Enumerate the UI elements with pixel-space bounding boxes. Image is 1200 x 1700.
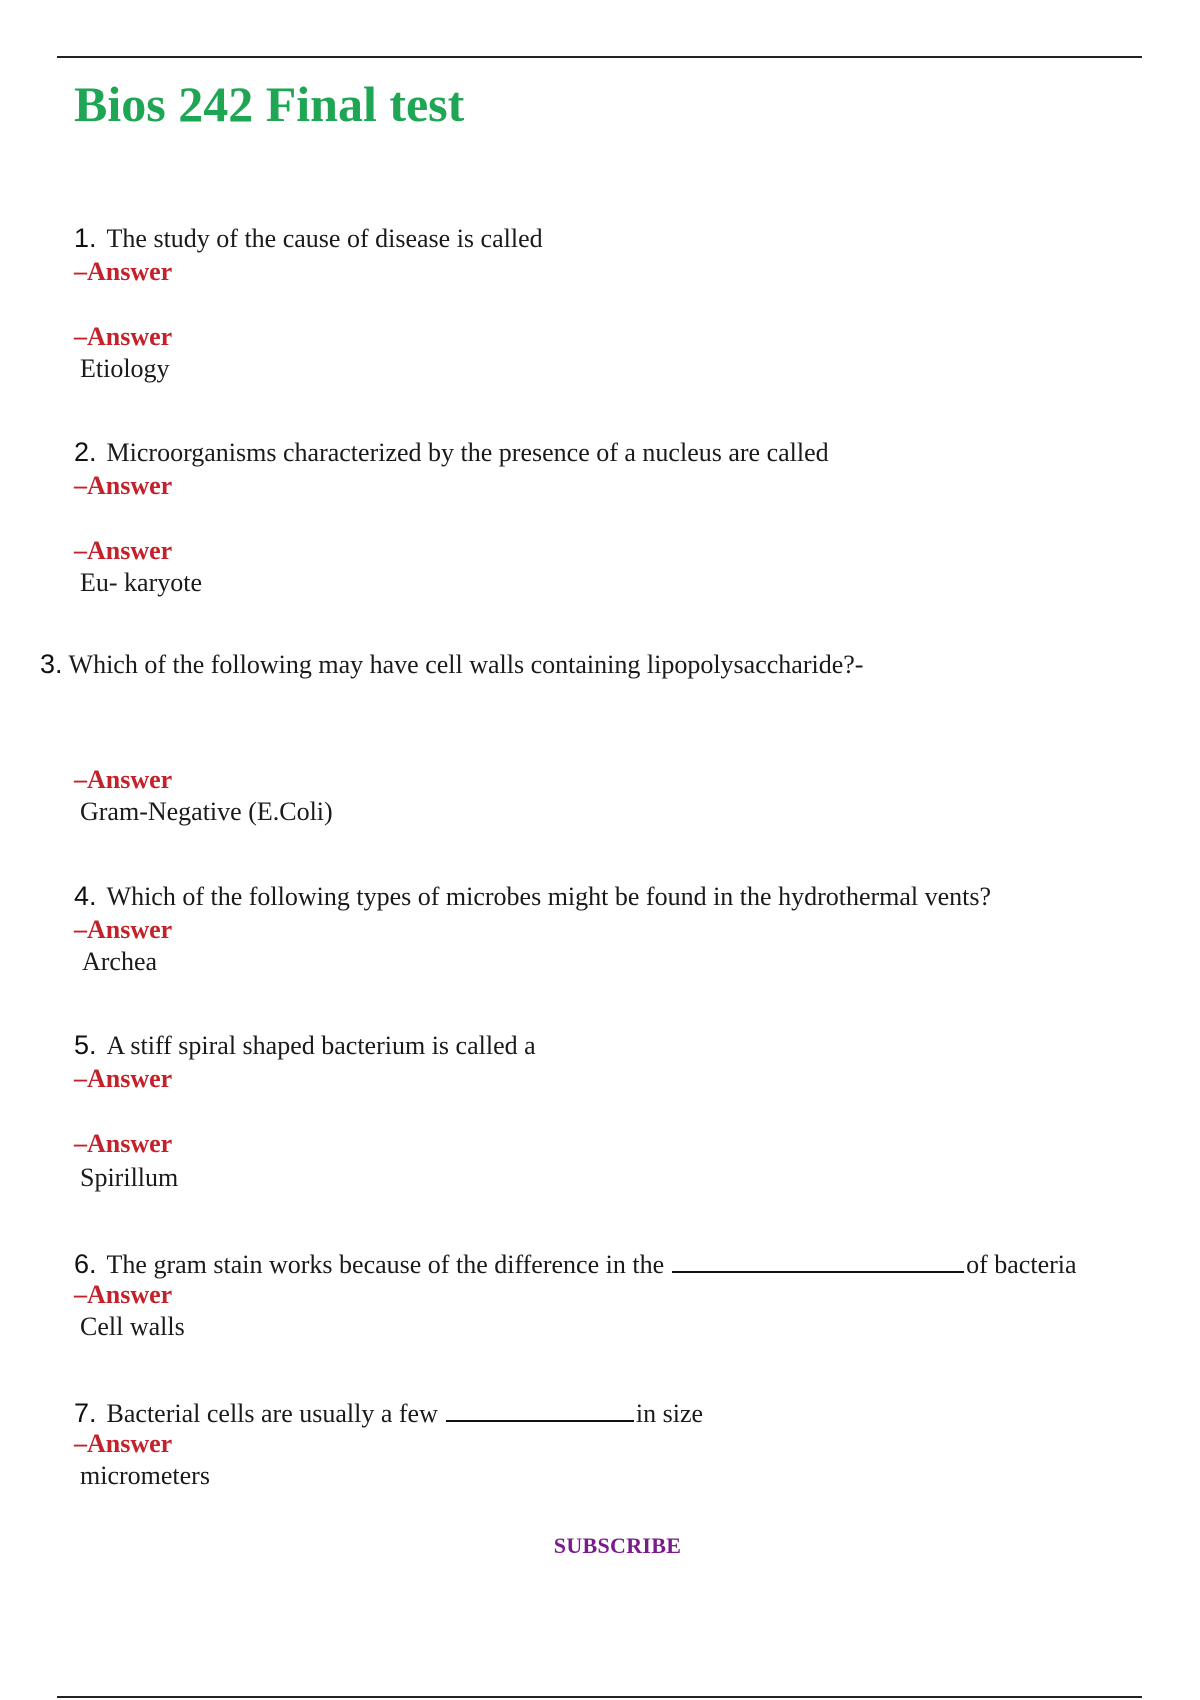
bottom-rule <box>57 1696 1142 1698</box>
question-text-before: The gram stain works because of the difference in the <box>106 1250 665 1279</box>
answer-text: Gram-Negative (E.Coli) <box>80 797 333 826</box>
answer-text: Spirillum <box>80 1163 179 1192</box>
question-1 <box>74 222 543 255</box>
answer-text: Archea <box>82 947 158 976</box>
question-text: The study of the cause of disease is called <box>106 224 543 253</box>
answer-text: micrometers <box>80 1461 210 1490</box>
question-text-before: Bacterial cells are usually a few <box>106 1399 438 1428</box>
fill-in-blank <box>446 1394 634 1422</box>
question-2 <box>74 436 829 469</box>
question-text-after: in size <box>635 1399 704 1428</box>
question-number: 4. <box>74 881 97 911</box>
page-title: Bios 242 Final test <box>74 76 465 132</box>
question-5 <box>74 1029 536 1062</box>
question-text: Microorganisms characterized by the presence of a nucleus are called <box>106 438 829 467</box>
top-rule <box>57 56 1142 58</box>
question-number: 2. <box>74 437 97 467</box>
question-text: Which of the following types of microbes might be found in the hydrothermal vents? <box>106 882 992 911</box>
question-number: 7. <box>74 1398 97 1428</box>
answer-label: –Answer <box>74 1064 173 1093</box>
question-number: 3. <box>40 649 63 679</box>
question-number: 1. <box>74 223 97 253</box>
answer-label: –Answer <box>74 536 173 565</box>
answer-text: Eu- karyote <box>80 568 203 597</box>
question-text: A stiff spiral shaped bacterium is called a <box>106 1031 536 1060</box>
answer-label: –Answer <box>74 471 173 500</box>
question-text-after: of bacteria <box>966 1250 1077 1279</box>
fill-in-blank <box>672 1245 964 1273</box>
subscribe-link[interactable]: SUBSCRIBE <box>553 1533 682 1558</box>
question-4 <box>74 880 991 913</box>
answer-label: –Answer <box>74 765 173 794</box>
question-number: 6. <box>74 1249 97 1279</box>
question-3 <box>40 648 863 681</box>
question-7 <box>74 1394 703 1430</box>
answer-label: –Answer <box>74 1280 173 1309</box>
question-number: 5. <box>74 1030 97 1060</box>
question-text: Which of the following may have cell walls containing lipopolysaccharide?- <box>68 650 864 679</box>
answer-text: Etiology <box>80 354 170 383</box>
answer-text: Cell walls <box>80 1312 185 1341</box>
answer-label: –Answer <box>74 915 173 944</box>
answer-label: –Answer <box>74 257 173 286</box>
answer-label: –Answer <box>74 1129 173 1158</box>
answer-label: –Answer <box>74 1429 173 1458</box>
answer-label: –Answer <box>74 322 173 351</box>
question-6 <box>74 1245 1077 1281</box>
